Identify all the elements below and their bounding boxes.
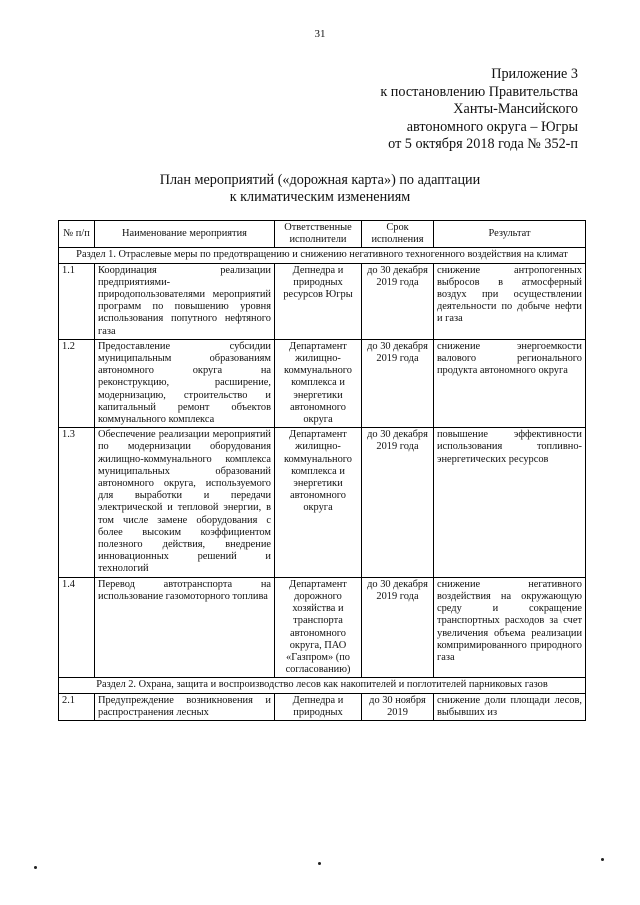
table-row: [59, 263, 586, 339]
row-name: Предупреждение возникновения и распространения лесных: [95, 693, 275, 720]
row-result: снижение негативного воздействия на окружающую среду и сокращение транспортных расходов за счет увеличения объема реализации компримированного природного газа: [434, 577, 586, 678]
action-plan-table: [58, 220, 586, 721]
section-1-title: Раздел 1. Отраслевые меры по предотвращению и снижению негативного техногенного воздействия на климат: [59, 248, 586, 263]
row-name: Обеспечение реализации мероприятий по модернизации оборудования жилищно-коммунального комплекса муниципальных образований автономного округа, используемого для выработки и передачи электрической и тепловой энергии, в том числе замене оборудования с более высоким коэффициентом полезного действия, внедрение инновационных решений и технологий: [95, 428, 275, 577]
table-row: [59, 577, 586, 678]
plan-title-line-1: План мероприятий («дорожная карта») по адаптации: [159, 172, 481, 188]
row-num: 1.4: [59, 577, 95, 678]
row-num: 1.2: [59, 339, 95, 427]
table-header-row: [59, 221, 586, 248]
row-num: 1.1: [59, 263, 95, 339]
scan-speck: [34, 866, 37, 869]
row-executors: Департамент жилищно-коммунального комплекса и энергетики автономного округа: [275, 428, 362, 577]
row-deadline: до 30 декабря 2019 года: [362, 263, 434, 339]
appendix-header: [380, 66, 578, 154]
plan-title: [0, 172, 640, 206]
section-row: [59, 678, 586, 693]
header-deadline: Срок исполнения: [362, 221, 434, 248]
row-executors: Депнедра и природных: [275, 693, 362, 720]
header-executors: Ответственные исполнители: [275, 221, 362, 248]
table-row: [59, 693, 586, 720]
row-num: 2.1: [59, 693, 95, 720]
scan-speck: [318, 862, 321, 865]
appendix-line-3: Ханты-Мансийского: [453, 101, 578, 118]
row-result: снижение доли площади лесов, выбывших из: [434, 693, 586, 720]
row-name: Перевод автотранспорта на использование газомоторного топлива: [95, 577, 275, 678]
row-deadline: до 30 ноября 2019: [362, 693, 434, 720]
row-num: 1.3: [59, 428, 95, 577]
header-name: Наименование мероприятия: [95, 221, 275, 248]
scan-speck: [601, 858, 604, 861]
header-result: Результат: [434, 221, 586, 248]
header-num: № п/п: [59, 221, 95, 248]
appendix-line-4: автономного округа – Югры: [406, 118, 578, 135]
row-deadline: до 30 декабря 2019 года: [362, 428, 434, 577]
row-result: снижение энергоемкости валового регионального продукта автономного округа: [434, 339, 586, 427]
section-row: [59, 248, 586, 263]
row-result: снижение антропогенных выбросов в атмосферный воздух при осуществлении деятельности по добыче нефти и газа: [434, 263, 586, 339]
row-result: повышение эффективности использования топливно-энергетических ресурсов: [434, 428, 586, 577]
page-number: 31: [314, 28, 326, 40]
appendix-line-2: к постановлению Правительства: [380, 83, 578, 100]
row-deadline: до 30 декабря 2019 года: [362, 339, 434, 427]
table-row: [59, 428, 586, 577]
appendix-line-5: от 5 октября 2018 года № 352-п: [388, 136, 578, 153]
table-row: [59, 339, 586, 427]
section-2-title: Раздел 2. Охрана, защита и воспроизводство лесов как накопителей и поглотителей парниковых газов: [59, 678, 586, 693]
row-executors: Депнедра и природных ресурсов Югры: [275, 263, 362, 339]
appendix-line-1: Приложение 3: [491, 66, 578, 82]
row-name: Координация реализации предприятиями-природопользователями мероприятий программ по повышению уровня использования попутного нефтяного газа: [95, 263, 275, 339]
row-executors: Департамент дорожного хозяйства и транспорта автономного округа, ПАО «Газпром» (по согласованию): [275, 577, 362, 678]
row-executors: Департамент жилищно-коммунального комплекса и энергетики автономного округа: [275, 339, 362, 427]
row-deadline: до 30 декабря 2019 года: [362, 577, 434, 678]
plan-title-line-2: к климатическим изменениям: [229, 189, 411, 205]
row-name: Предоставление субсидии муниципальным образованиям автономного округа на реконструкцию, расширение, модернизацию, строительство и капитальный ремонт объектов коммунального комплекса: [95, 339, 275, 427]
